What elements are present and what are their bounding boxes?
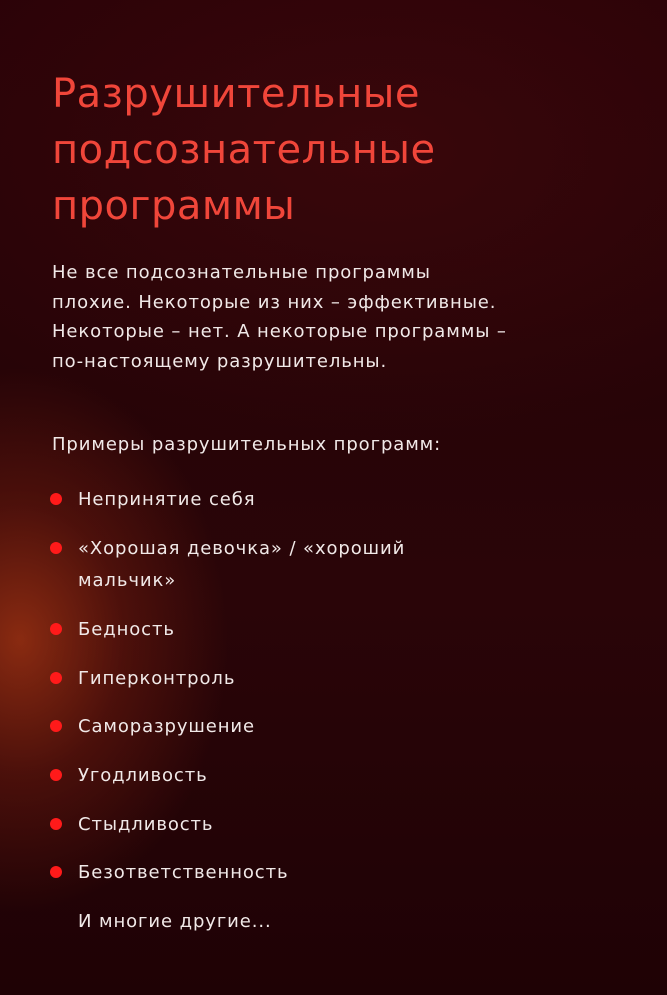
list-heading: Примеры разрушительных программ: xyxy=(52,434,442,455)
closing-text: И многие другие... xyxy=(78,911,272,932)
intro-paragraph xyxy=(52,258,662,376)
list-item: Безответственность xyxy=(78,862,289,883)
list-item: Непринятие себя xyxy=(78,489,256,510)
bullet-dot xyxy=(50,672,62,684)
title-line: подсознательные xyxy=(52,127,436,173)
page-title xyxy=(52,66,652,234)
intro-line: по-настоящему разрушительны. xyxy=(52,350,388,372)
bullet-dot xyxy=(50,866,62,878)
bullet-dot xyxy=(50,542,62,554)
bullet-dot xyxy=(50,493,62,505)
title-line: Разрушительные xyxy=(52,71,420,117)
list-item: Бедность xyxy=(78,619,175,640)
bullet-dot xyxy=(50,623,62,635)
bullet-dot xyxy=(50,720,62,732)
bullet-dot xyxy=(50,818,62,830)
list-item-continuation: мальчик» xyxy=(78,570,177,591)
list-item: Угодливость xyxy=(78,765,208,786)
list-item: Гиперконтроль xyxy=(78,668,236,689)
list-item: «Хорошая девочка» / «хороший xyxy=(78,538,406,559)
intro-line: Некоторые – нет. А некоторые программы – xyxy=(52,321,507,342)
bullet-dot xyxy=(50,769,62,781)
intro-line: Не все подсознательные программы xyxy=(52,262,431,283)
list-item: Стыдливость xyxy=(78,814,214,835)
title-line: программы xyxy=(52,183,296,229)
intro-line: плохие. Некоторые из них – эффективные. xyxy=(52,291,497,313)
list-item: Саморазрушение xyxy=(78,716,255,737)
